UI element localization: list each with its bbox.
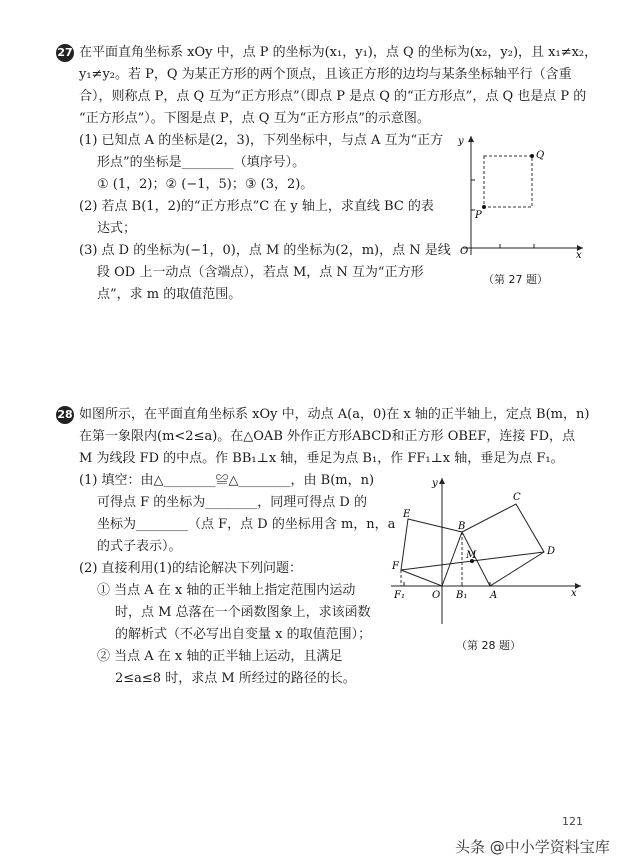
q28-part-2: (2) 直接利用(1)的结论解决下列问题： bbox=[79, 561, 302, 576]
q28-line-2: 在第一象限内(m<2≤a)。在△OAB 外作正方形ABCD和正方形 OBEF，连接 FD，点 bbox=[79, 429, 575, 444]
q28-part-2-i-b: 时，点 M 总落在一个函数图象上，求该函数 bbox=[115, 605, 371, 620]
q27-fig-x-label: x bbox=[576, 250, 582, 260]
q28-fig-f-label: F bbox=[392, 561, 399, 572]
q28-line-1: 如图所示，在平面直角坐标系 xOy 中，动点 A(a，0)在 x 轴的正半轴上，定点 B(m，n) bbox=[79, 407, 590, 422]
page-number: 121 bbox=[562, 815, 583, 828]
q27-line-3: 合），则称点 P，点 Q 互为“正方形点”（即点 P 是点 Q 的“正方形点”，点 Q 也是点 P 的 bbox=[79, 89, 587, 104]
q28-figure bbox=[386, 474, 586, 634]
q28-fig-a-label: A bbox=[490, 590, 498, 601]
q28-fig-origin-label: O bbox=[432, 590, 441, 601]
watermark: 头条 @中小学资料宝库 bbox=[455, 838, 610, 856]
q27-fig-y-label: y bbox=[458, 136, 464, 147]
q27-line-2: y₁≠y₂。若 P，Q 为某正方形的两个顶点，且该正方形的边均与某条坐标轴平行（含重 bbox=[79, 67, 572, 82]
q28-part-1c: 坐标为________（点 F，点 D 的坐标用含 m，n，a bbox=[97, 517, 396, 532]
q28-fig-c-label: C bbox=[513, 492, 521, 503]
question-27-badge: 27 bbox=[56, 44, 74, 62]
q27-line-1: 在平面直角坐标系 xOy 中，点 P 的坐标为(x₁，y₁)，点 Q 的坐标为(x₂，y₂)，且 x₁≠x₂， bbox=[79, 45, 598, 60]
q28-part-1b: 可得点 F 的坐标为________，同理可得点 D 的 bbox=[97, 495, 367, 510]
q28-fig-m-label: M bbox=[466, 550, 477, 561]
q27-figure bbox=[448, 130, 588, 260]
q28-part-2-ii-a: ② 当点 A 在 x 轴的正半轴上运动，且满足 bbox=[97, 649, 343, 664]
q27-caption: （第 27 题） bbox=[483, 273, 548, 286]
q28-fig-x-label: x bbox=[571, 588, 577, 599]
q27-part-2a: (2) 若点 B(1，2)的“正方形点”C 在 y 轴上，求直线 BC 的表 bbox=[79, 199, 434, 214]
q28-line-3: M 为线段 FD 的中点。作 BB₁⊥x 轴，垂足为点 B₁，作 FF₁⊥x 轴，垂足为点 F₁。 bbox=[79, 451, 564, 466]
q27-part-2b: 达式； bbox=[97, 221, 137, 236]
q28-fig-b1-label: B₁ bbox=[456, 590, 468, 601]
q28-caption: （第 28 题） bbox=[456, 639, 521, 652]
q27-fig-p-label: P bbox=[475, 210, 482, 221]
q27-fig-origin-label: O bbox=[460, 246, 469, 257]
q27-part-3a: (3) 点 D 的坐标为(−1，0)，点 M 的坐标为(2，m)，点 N 是线 bbox=[79, 243, 451, 258]
q28-part-2-i-a: ① 当点 A 在 x 轴的正半轴上指定范围内运动 bbox=[97, 583, 356, 598]
q28-fig-b-label: B bbox=[458, 521, 466, 532]
q28-fig-e-label: E bbox=[403, 509, 411, 520]
q28-fig-y-label: y bbox=[432, 478, 438, 489]
q28-fig-d-label: D bbox=[547, 546, 556, 557]
q27-fig-q-label: Q bbox=[536, 150, 545, 161]
q28-part-2-ii-b: 2≤a≤8 时，求点 M 所经过的路径的长。 bbox=[115, 671, 356, 686]
q28-part-2-i-c: 的解析式（不必写出自变量 x 的取值范围）； bbox=[115, 627, 372, 642]
q27-part-3b: 段 OD 上一动点（含端点），若点 M，点 N 互为“正方形 bbox=[97, 265, 424, 280]
q28-part-1a: (1) 填空：由△________≌△________，由 B(m，n) bbox=[79, 473, 375, 488]
q27-line-4: “正方形点”）。下图是点 P，点 Q 互为“正方形点”的示意图。 bbox=[79, 111, 430, 126]
question-28-badge: 28 bbox=[56, 406, 74, 424]
q27-part-1-options: ① (1，2)；② (−1，5)；③ (3，2)。 bbox=[97, 177, 314, 192]
q27-part-3c: 点”，求 m 的取值范围。 bbox=[97, 287, 242, 302]
q28-part-1d: 的式子表示）。 bbox=[97, 539, 182, 554]
q27-part-1b: 形点”的坐标是________（填序号）。 bbox=[97, 155, 306, 170]
q28-fig-f1-label: F₁ bbox=[394, 590, 405, 601]
q27-part-1a: (1) 已知点 A 的坐标是(2，3)，下列坐标中，与点 A 互为“正方 bbox=[79, 133, 444, 148]
